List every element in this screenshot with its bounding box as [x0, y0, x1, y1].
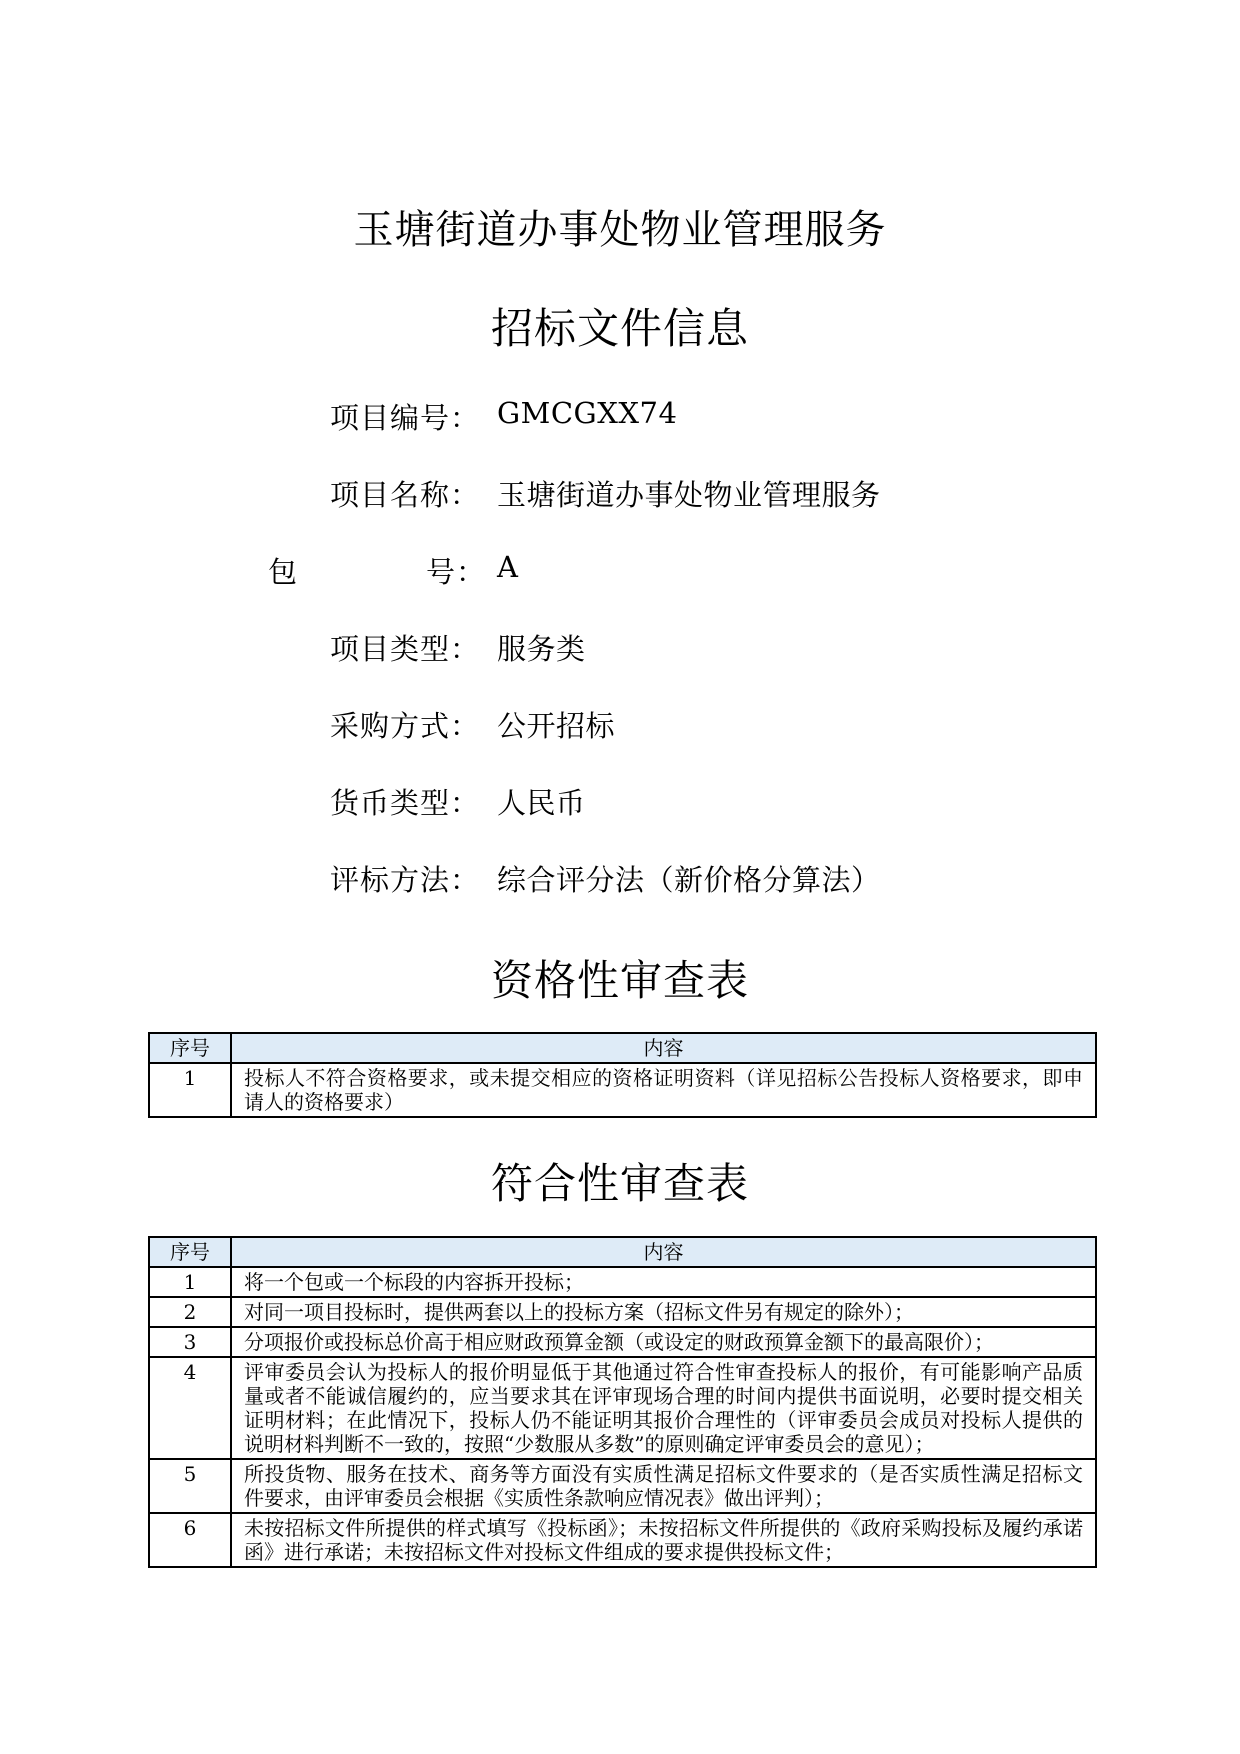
row-content: 分项报价或投标总价高于相应财政预算金额（或设定的财政预算金额下的最高限价）； [231, 1327, 1096, 1357]
row-seq: 1 [149, 1267, 231, 1297]
row-content: 对同一项目投标时，提供两套以上的投标方案（招标文件另有规定的除外）； [231, 1297, 1096, 1327]
column-header-seq: 序号 [149, 1237, 231, 1267]
info-section-heading: 招标文件信息 [490, 304, 749, 353]
table-row [149, 1297, 1096, 1327]
row-seq: 1 [149, 1063, 231, 1117]
compliance-review-heading: 符合性审查表 [490, 1159, 749, 1208]
info-label: 项目编号： [330, 401, 481, 435]
qualification-review-heading: 资格性审查表 [490, 956, 749, 1005]
table-row [149, 1327, 1096, 1357]
column-header-content: 内容 [231, 1237, 1096, 1267]
info-row-project-number [0, 396, 1240, 436]
document-title: 玉塘街道办事处物业管理服务 [353, 207, 887, 253]
info-value: 公开招标 [497, 709, 616, 743]
table-row [149, 1513, 1096, 1567]
row-seq: 5 [149, 1459, 231, 1513]
info-label: 项目名称： [330, 478, 481, 512]
qualification-review-table [148, 1032, 1097, 1118]
column-header-content: 内容 [231, 1033, 1096, 1063]
info-row-procurement-method [0, 704, 1240, 744]
info-label: 评标方法： [330, 863, 481, 897]
row-content: 未按招标文件所提供的样式填写《投标函》；未按招标文件所提供的《政府采购投标及履约承诺函》进行承诺；未按招标文件对投标文件组成的要求提供投标文件； [231, 1513, 1096, 1567]
info-value: 人民币 [497, 786, 586, 820]
table-row [149, 1063, 1096, 1117]
info-value: 服务类 [497, 632, 586, 666]
info-row-currency-type [0, 781, 1240, 821]
info-row-project-type [0, 627, 1240, 667]
table-header-row [149, 1033, 1096, 1063]
column-header-seq: 序号 [149, 1033, 231, 1063]
row-content: 评审委员会认为投标人的报价明显低于其他通过符合性审查投标人的报价，有可能影响产品质量或者不能诚信履约的，应当要求其在评审现场合理的时间内提供书面说明，必要时提交相关证明材料；在此情况下，投标人仍不能证明其报价合理性的（评审委员会成员对投标人提供的说明材料判断不一致的，按照“少数服从多数”的原则确定评审委员会的意见）； [231, 1357, 1096, 1459]
row-seq: 3 [149, 1327, 231, 1357]
row-content: 投标人不符合资格要求，或未提交相应的资格证明资料（详见招标公告投标人资格要求，即申请人的资格要求） [231, 1063, 1096, 1117]
info-row-project-name [0, 473, 1240, 513]
table-row [149, 1459, 1096, 1513]
table-row [149, 1357, 1096, 1459]
info-label-right: 号： [425, 555, 486, 589]
info-label-left: 包 [268, 555, 299, 589]
info-label [268, 550, 486, 591]
row-seq: 4 [149, 1357, 231, 1459]
row-seq: 2 [149, 1297, 231, 1327]
info-value: A [497, 550, 519, 584]
compliance-review-table [148, 1236, 1097, 1568]
info-value: 综合评分法（新价格分算法） [497, 863, 881, 897]
info-label: 采购方式： [330, 709, 481, 743]
info-row-package-number [0, 550, 1240, 590]
info-row-evaluation-method [0, 858, 1240, 898]
table-header-row [149, 1237, 1096, 1267]
row-content: 将一个包或一个标段的内容拆开投标； [231, 1267, 1096, 1297]
info-value: 玉塘街道办事处物业管理服务 [497, 478, 881, 512]
info-value: GMCGXX74 [497, 396, 678, 430]
info-label: 货币类型： [330, 786, 481, 820]
row-content: 所投货物、服务在技术、商务等方面没有实质性满足招标文件要求的（是否实质性满足招标文件要求，由评审委员会根据《实质性条款响应情况表》做出评判）； [231, 1459, 1096, 1513]
row-seq: 6 [149, 1513, 231, 1567]
table-row [149, 1267, 1096, 1297]
info-label: 项目类型： [330, 632, 481, 666]
